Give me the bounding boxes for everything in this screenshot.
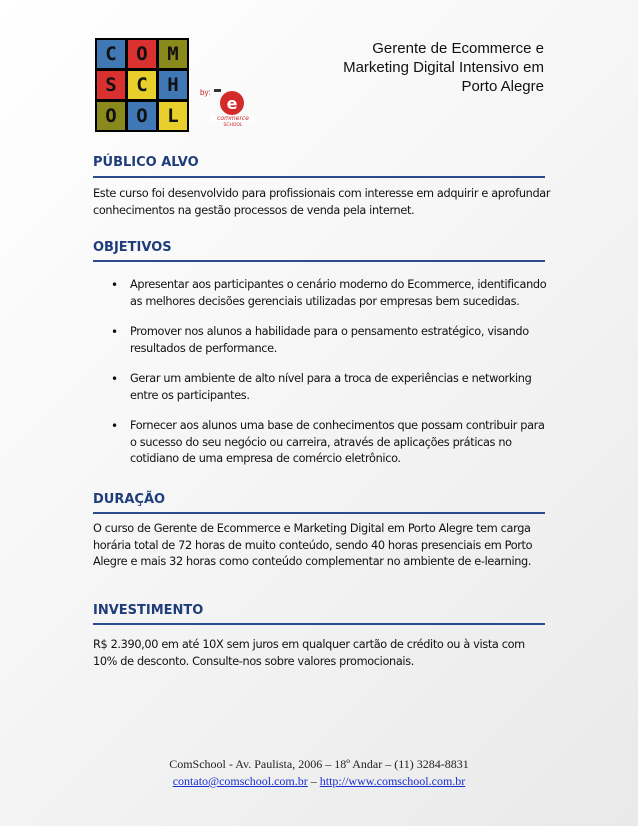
bullet-icon: • [111,325,118,339]
duracao-text: O curso de Gerente de Ecommerce e Marketing Digital em Porto Alegre tem carga horária total de 72 horas de muito conteúdo, sendo 40 horas presenciais em Porto Alegre e mais 32 horas como conteúdo complementar no ambiente de e-learning. [93,522,533,568]
bullet-icon: • [111,278,118,292]
svg-text:commerce: commerce [217,115,249,122]
logo-cell: O [97,102,125,130]
section-divider [93,260,545,262]
investimento-heading: INVESTIMENTO [93,603,204,618]
document-title [284,39,544,96]
section-divider [93,176,545,178]
ecommerce-school-logo-icon [206,86,260,130]
title-line: Gerente de Ecommerce e [372,40,544,57]
logo-cell: C [97,40,125,68]
publico-alvo-text: Este curso foi desenvolvido para profissionais com interesse em adquirir e aprofundar conhecimentos na gestão processos de venda pela internet. [93,187,551,217]
list-item-text: Apresentar aos participantes o cenário moderno do Ecommerce, identificando as melhores decisões gerenciais utilizadas por empresas bem sucedidas. [130,278,547,308]
list-item-text: Promover nos alunos a habilidade para o pensamento estratégico, visando resultados de performance. [130,325,529,355]
title-line: Porto Alegre [461,78,544,95]
svg-text:SCHOOL: SCHOOL [223,123,243,128]
publico-alvo-heading: PÚBLICO ALVO [93,155,199,170]
logo-cell: L [159,102,187,130]
website-link[interactable]: http://www.comschool.com.br [319,774,466,788]
footer-address: ComSchool - Av. Paulista, 2006 – 18º Andar – (11) 3284-8831 [169,757,469,771]
list-item [93,418,551,468]
investimento-text: R$ 2.390,00 em até 10X sem juros em qualquer cartão de crédito ou à vista com 10% de desconto. Consulte-nos sobre valores promocionais. [93,638,525,668]
section-divider [93,623,545,625]
objetivos-list [93,277,551,482]
title-line: Marketing Digital Intensivo em [343,59,544,76]
list-item [93,324,551,357]
list-item-text: Fornecer aos alunos uma base de conhecimentos que possam contribuir para o sucesso do seu negócio ou carreira, através de aplicações práticas no cotidiano de uma empresa de comércio eletrônico. [130,419,545,465]
section-divider [93,512,545,514]
duracao-heading: DURAÇÃO [93,492,166,507]
bullet-icon: • [111,419,118,433]
footer-links [0,774,638,789]
list-item [93,371,551,404]
logo-cell: C [128,71,156,99]
bullet-icon: • [111,372,118,386]
comschool-logo [95,38,189,132]
footer-separator: – [307,774,320,788]
list-item-text: Gerar um ambiente de alto nível para a troca de experiências e networking entre os participantes. [130,372,532,402]
logo-cell: O [128,102,156,130]
logo-cell: M [159,40,187,68]
svg-text:e: e [226,94,238,113]
by-label: by: [200,88,211,97]
objetivos-heading: OBJETIVOS [93,240,172,255]
logo-cell: O [128,40,156,68]
logo-cell: S [97,71,125,99]
logo-cell: H [159,71,187,99]
list-item [93,277,551,310]
email-link[interactable]: contato@comschool.com.br [172,774,308,788]
